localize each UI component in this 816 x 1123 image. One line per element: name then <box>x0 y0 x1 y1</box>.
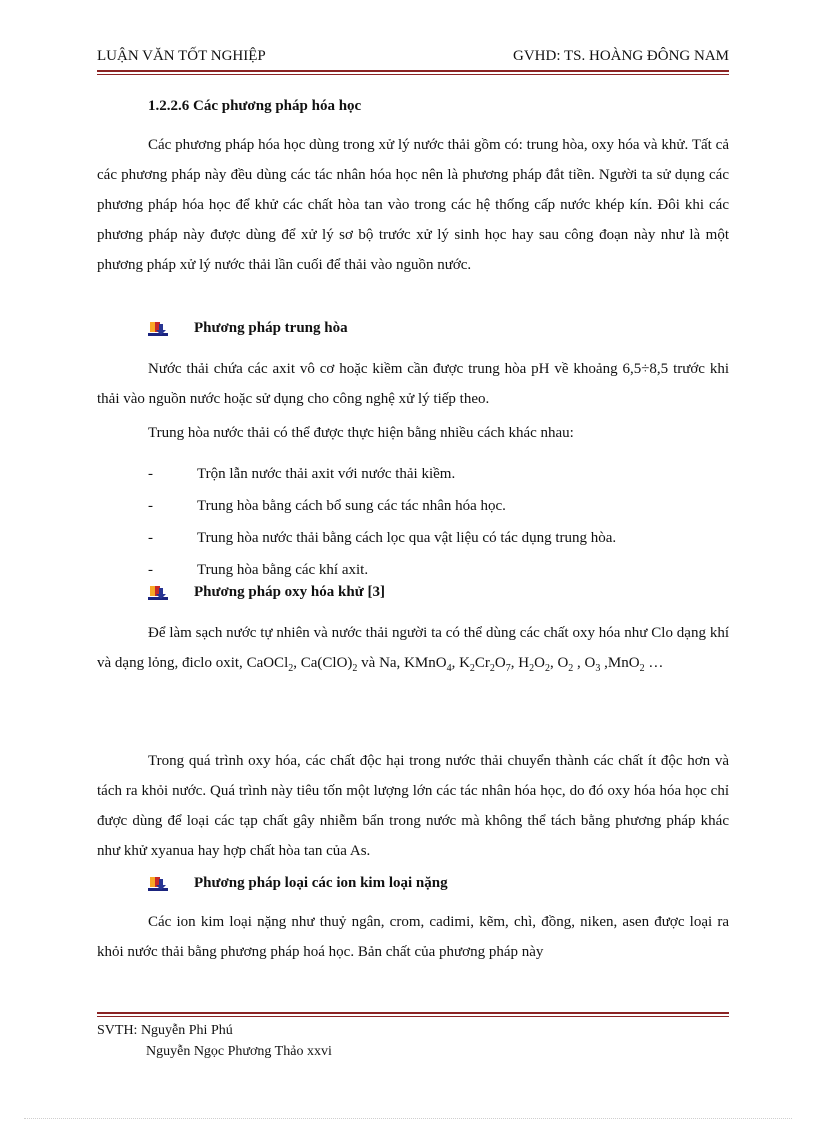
advisor-name: GVHD: TS. HOÀNG ĐÔNG NAM <box>513 48 729 64</box>
student-name-2: Nguyễn Ngọc Phương Thảo xxvi <box>146 1044 332 1059</box>
heading-text: Phương pháp loại các ion kim loại nặng <box>194 875 448 891</box>
header-rule-thin <box>97 74 729 75</box>
formula-o3: $O_3$ <box>584 655 601 674</box>
formula-kmno4: KMnO$_4$ <box>404 655 452 674</box>
and-na-text: và Na, <box>361 655 401 671</box>
bullet-arrow-icon <box>148 321 168 337</box>
page-header <box>97 48 729 70</box>
header-rule <box>97 70 729 72</box>
neutralization-paragraph: Nước thải chứa các axit vô cơ hoặc kiềm cần được trung hòa pH về khoảng 6,5÷8,5 trước khi thải vào nguồn nước hoặc sử dụng cho công nghệ xử lý tiếp theo. <box>97 361 729 407</box>
page-edge <box>24 1118 792 1119</box>
dash-marker: - <box>148 498 153 514</box>
list-item-text: Trộn lẫn nước thải axit với nước thải kiềm. <box>197 466 456 482</box>
formula-h2o2: $H_2O_2$ <box>518 655 550 674</box>
intro-paragraph: Các phương pháp hóa học dùng trong xử lý nước thải gồm có: trung hòa, oxy hóa và khử. Tất cả các phương pháp này đều dùng các tác nhân hóa học nên là phương pháp đắt tiền. Người ta sử dụng các phương pháp hóa học để khử các chất hòa tan vào trong các hệ thống cấp nước khép kín. Đôi khi các phương pháp này được dùng để xử lý sơ bộ trước xử lý sinh học hay sau công đoạn này như là một phương pháp xử lý nước thải lần cuối để thải vào nguồn nước. <box>97 137 729 273</box>
oxidation-text: Để làm sạch nước tự nhiên và nước thải người ta có thể dùng các chất oxy hóa như Clo dạng khí và dạng lỏng, điclo oxit, <box>97 625 729 671</box>
list-item-text: Trung hòa nước thải bằng cách lọc qua vật liệu có tác dụng trung hòa. <box>197 530 617 546</box>
formula-mno2: MnO$_2$ <box>607 655 645 674</box>
dash-marker: - <box>148 530 153 546</box>
bullet-arrow-icon <box>148 585 168 601</box>
formula-ca-clo-2: $Ca(ClO)_2$ <box>300 655 358 674</box>
footer-rule-thin <box>97 1016 729 1017</box>
ellipsis: … <box>648 655 664 671</box>
oxidation-agents-paragraph: Để làm sạch nước tự nhiên và nước thải người ta có thể dùng các chất oxy hóa như Clo dạng khí và dạng lỏng, điclo oxit, CaOCl$_2$, $Ca(ClO)_2$ và Na, KMnO$_4$, $K_2Cr_2O_7$, $H_2O_2$, $O_2$ , $O_3$ ,MnO$_2$ … <box>97 625 729 674</box>
heading-text: Phương pháp trung hòa <box>194 320 348 336</box>
neutralization-methods-intro: Trung hòa nước thải có thể được thực hiện bằng nhiều cách khác nhau: <box>148 425 574 441</box>
heading-neutralization <box>148 320 348 337</box>
list-item-text: Trung hòa bằng cách bổ sung các tác nhân hóa học. <box>197 498 506 514</box>
formula-o2: $O_2$ <box>557 655 574 674</box>
page-footer <box>97 1020 332 1062</box>
heading-oxidation <box>148 584 385 601</box>
dash-marker: - <box>148 562 153 578</box>
heavy-metals-paragraph: Các ion kim loại nặng như thuỷ ngân, crom, cadimi, kẽm, chì, đồng, niken, asen được loại ra khỏi nước thải bằng phương pháp hoá học. Bản chất của phương pháp này <box>97 914 729 960</box>
heading-text: Phương pháp oxy hóa khử [3] <box>194 584 385 600</box>
formula-k2cr2o7: $K_2Cr_2O_7$ <box>459 655 511 674</box>
list-item-text: Trung hòa bằng các khí axit. <box>197 562 369 578</box>
student-name-1: SVTH: Nguyễn Phi Phú <box>97 1023 233 1038</box>
section-title: 1.2.2.6 Các phương pháp hóa học <box>148 98 362 114</box>
oxidation-process-paragraph: Trong quá trình oxy hóa, các chất độc hại trong nước thải chuyển thành các chất ít độc hơn và tách ra khỏi nước. Quá trình này tiêu tốn một lượng lớn các tác nhân hóa học, do đó oxy hóa hóa học chỉ được dùng để loại các tạp chất gây nhiễm bẩn trong nước mà không thể tách bằng phương pháp khác như khử xyanua hay hợp chất hòa tan của As. <box>97 753 729 859</box>
thesis-title: LUẬN VĂN TỐT NGHIỆP <box>97 48 266 64</box>
bullet-arrow-icon <box>148 876 168 892</box>
dash-marker: - <box>148 466 153 482</box>
formula-caocl2: CaOCl$_2$ <box>246 655 294 674</box>
heading-heavy-metals <box>148 875 448 892</box>
footer-rule <box>97 1012 729 1014</box>
